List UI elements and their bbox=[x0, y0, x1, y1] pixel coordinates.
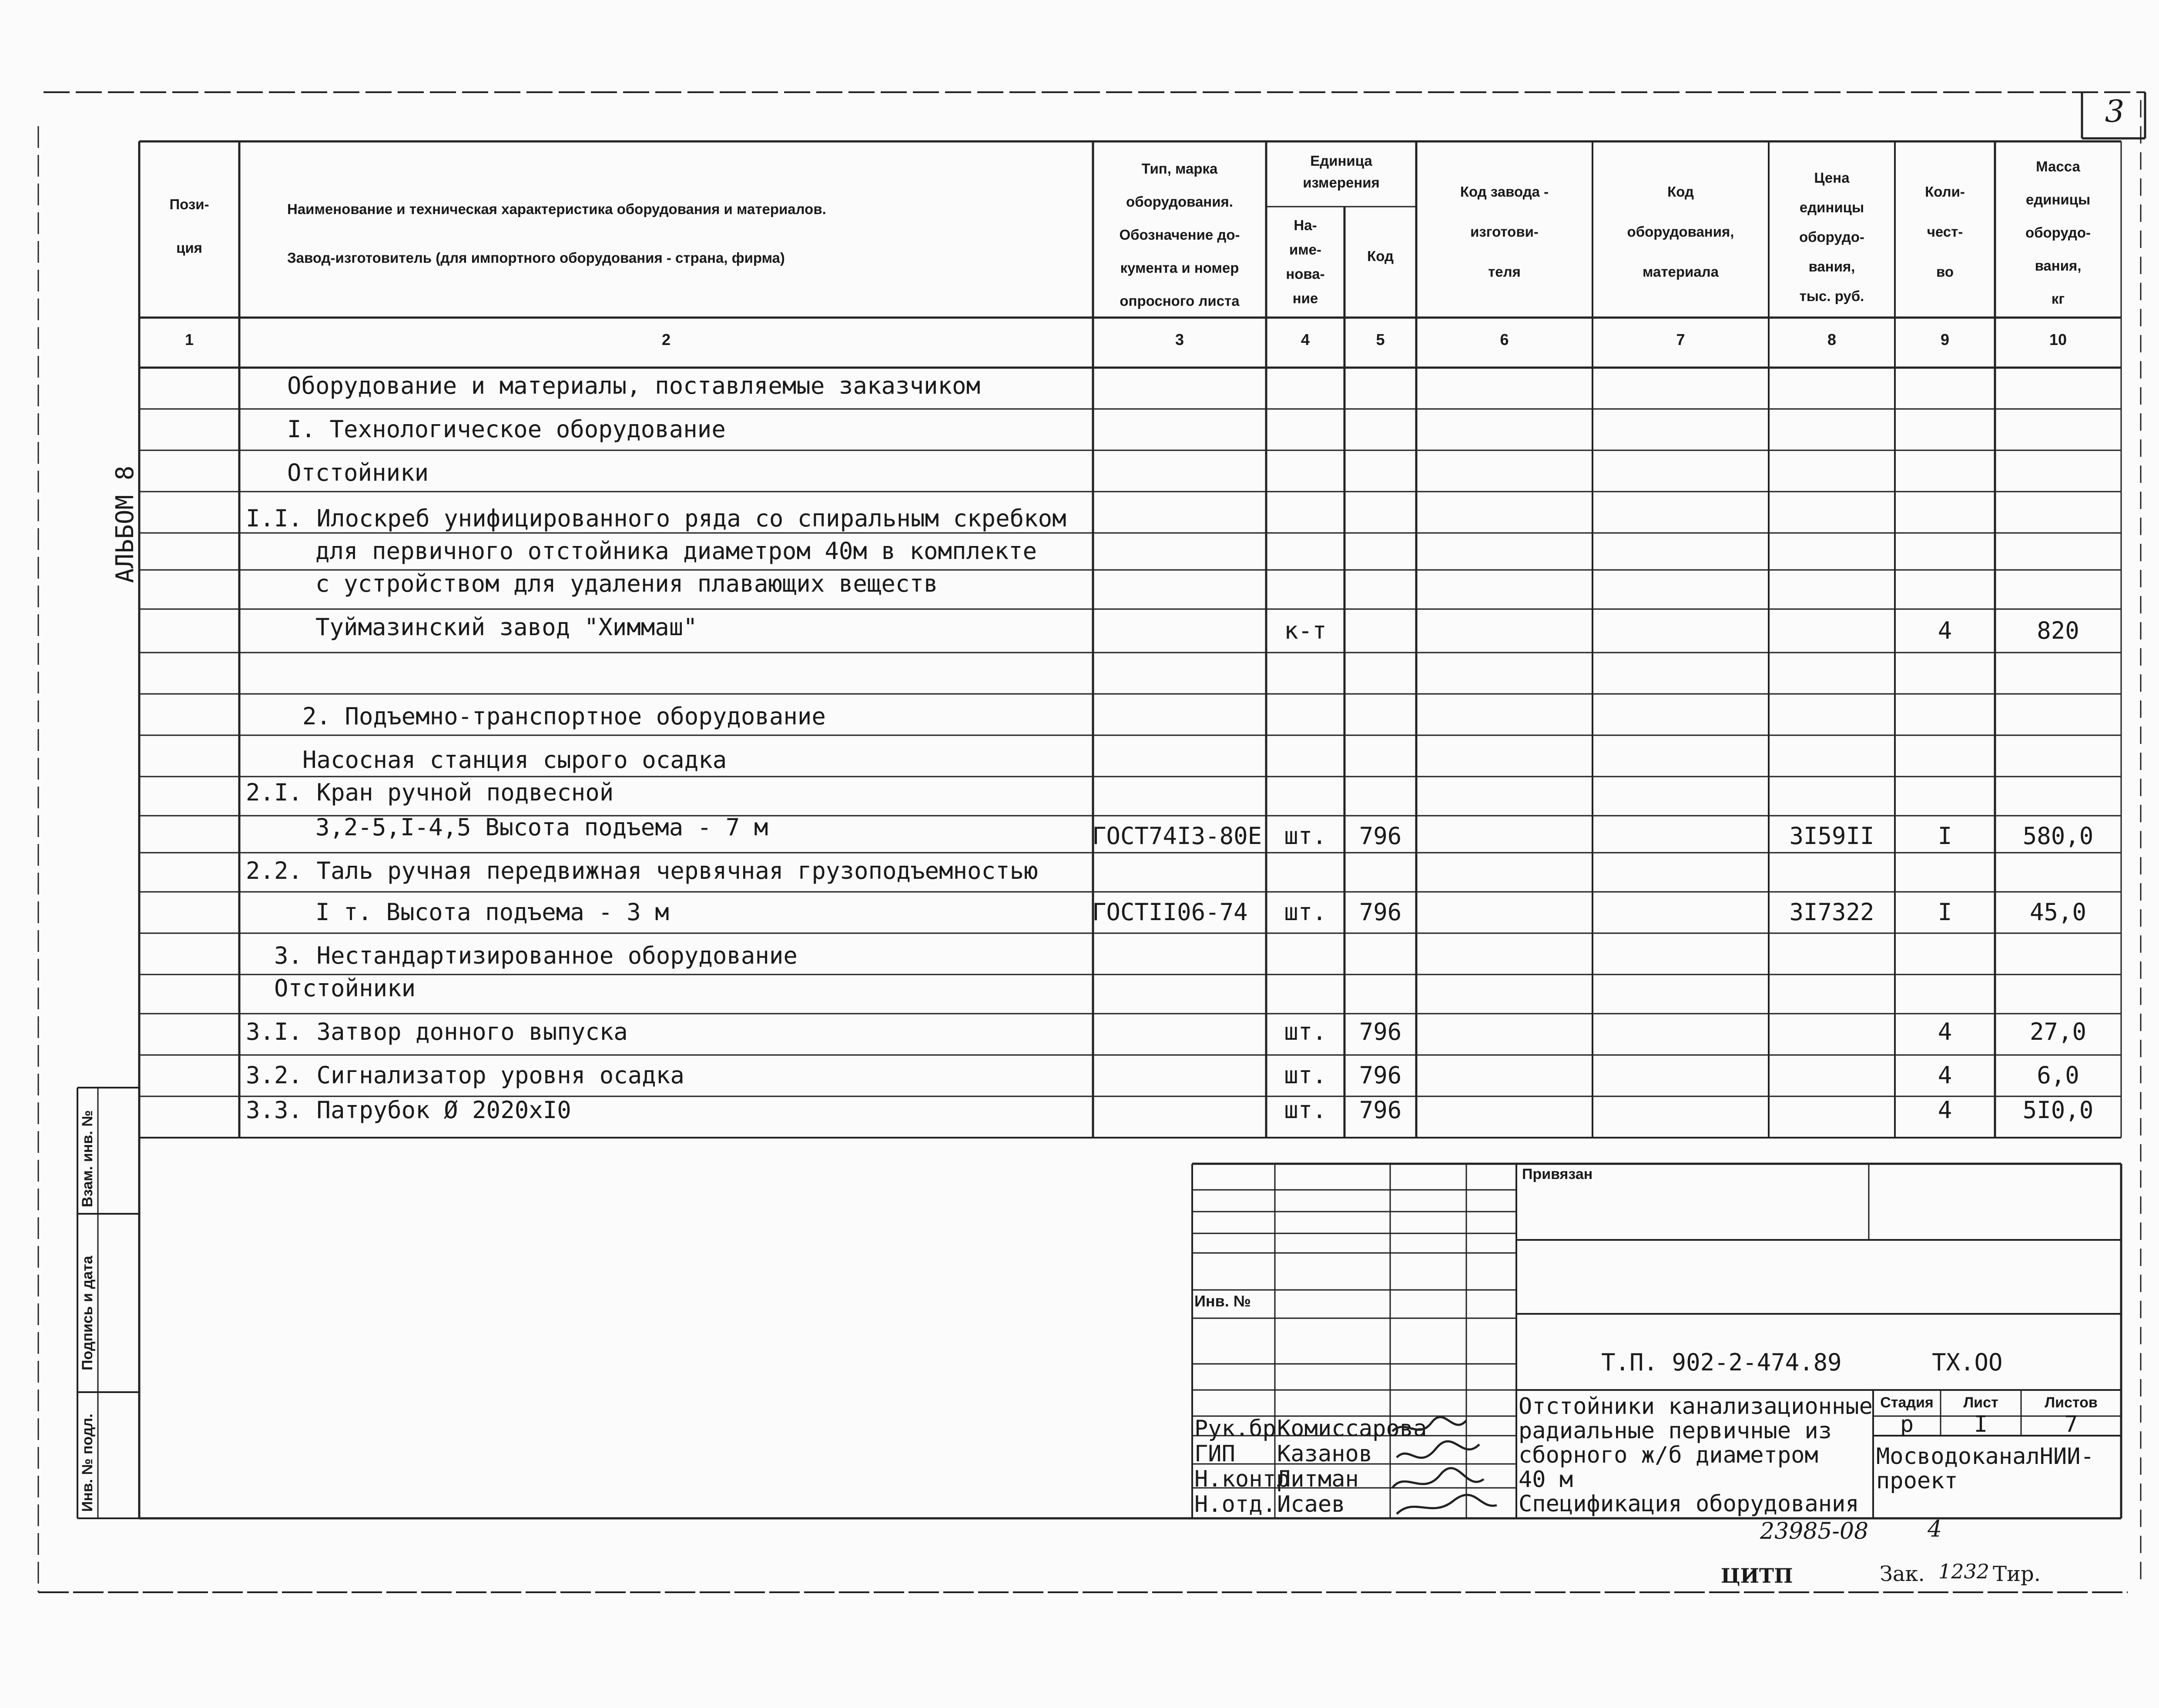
row-mass: 45,0 bbox=[2029, 898, 2087, 926]
row-unit: шт. bbox=[1284, 898, 1327, 926]
row-name: с устройством для удаления плавающих веществ bbox=[315, 570, 938, 597]
row-code: 796 bbox=[1359, 1096, 1402, 1124]
row-type: ГОСТII06-74 bbox=[1092, 898, 1248, 926]
column-number: 4 bbox=[1301, 331, 1310, 348]
signatures bbox=[1379, 1414, 1510, 1523]
row-code: 796 bbox=[1359, 1062, 1402, 1089]
signatory-names: Комиссарова Казанов Литман Исаев bbox=[1277, 1416, 1427, 1517]
row-name: Насосная станция сырого осадка bbox=[302, 746, 727, 774]
header-col2: Наименование и техническая характеристика оборудования и материалов. Завод-изготовитель (для импортного оборудования - страна, фирма) bbox=[287, 201, 826, 266]
privyazan-label: Привязан bbox=[1522, 1166, 1593, 1182]
page-number: 3 bbox=[2105, 94, 2125, 129]
side-label-podpis-data: Подпись и дата bbox=[79, 1256, 96, 1370]
column-number: 10 bbox=[2049, 331, 2067, 348]
stage-label: Стадия bbox=[1880, 1394, 1934, 1411]
row-name: Оборудование и материалы, поставляемые заказчиком bbox=[287, 372, 981, 399]
row-qty: I bbox=[1938, 898, 1952, 926]
row-unit: шт. bbox=[1284, 1062, 1327, 1089]
row-qty: 4 bbox=[1938, 1018, 1952, 1045]
header-col8: Цена единицы оборудо- вания, тыс. руб. bbox=[1799, 170, 1865, 304]
row-name: 3,2-5,I-4,5 Высота подъема - 7 м bbox=[315, 814, 768, 841]
side-label-inv-podl: Инв. № подл. bbox=[79, 1413, 96, 1512]
side-label-vzam-inv: Взам. инв. № bbox=[79, 1110, 96, 1207]
row-price: 3I59II bbox=[1789, 822, 1874, 850]
organization: МосводоканалНИИ- проект bbox=[1876, 1443, 2094, 1494]
row-mass: 6,0 bbox=[2037, 1062, 2079, 1089]
row-price: 3I7322 bbox=[1789, 898, 1874, 926]
tirazh-label: Тир. bbox=[1993, 1562, 2041, 1586]
sheet-value: I bbox=[1974, 1411, 1988, 1437]
row-name: 3.I. Затвор донного выпуска bbox=[246, 1018, 628, 1045]
row-type: ГОСТ74I3-80Е bbox=[1092, 822, 1262, 850]
order-label: Зак. bbox=[1880, 1562, 1925, 1586]
column-number: 9 bbox=[1940, 331, 1950, 348]
header-col4: На- име- нова- ние bbox=[1286, 217, 1325, 306]
row-mass: 580,0 bbox=[2022, 822, 2094, 850]
row-code: 796 bbox=[1359, 898, 1402, 926]
row-name: 2. Подъемно-транспортное оборудование bbox=[302, 703, 826, 730]
order-number: 1232 bbox=[1938, 1560, 1990, 1583]
column-number: 2 bbox=[661, 331, 671, 348]
row-name: 2.I. Кран ручной подвесной bbox=[246, 779, 614, 806]
archive-sheet: 4 bbox=[1928, 1516, 1942, 1542]
header-unit-group: Единица измерения bbox=[1303, 153, 1380, 191]
header-col9: Коли- чест- во bbox=[1925, 184, 1965, 280]
row-mass: 820 bbox=[2037, 617, 2079, 644]
header-col7: Код оборудования, материала bbox=[1627, 184, 1734, 280]
sheets-label: Листов bbox=[2045, 1394, 2098, 1411]
archive-number: 23985-08 bbox=[1760, 1518, 1869, 1544]
signatory-roles: Рук.бр ГИП Н.контр Н.отд. bbox=[1194, 1416, 1290, 1517]
sheet-label: Лист bbox=[1963, 1394, 1998, 1411]
album-label: АЛЬБОМ 8 bbox=[111, 466, 139, 583]
column-number: 3 bbox=[1175, 331, 1184, 348]
row-code: 796 bbox=[1359, 822, 1402, 850]
row-qty: 4 bbox=[1938, 617, 1952, 644]
column-number: 1 bbox=[184, 331, 194, 348]
row-name: I.I. Илоскреб унифицированного ряда со спиральным скребком bbox=[246, 505, 1066, 532]
row-mass: 5I0,0 bbox=[2022, 1096, 2094, 1124]
doc-title: Отстойники канализационные радиальные первичные из сборного ж/б диаметром 40 м Спецификация оборудования bbox=[1519, 1393, 1873, 1517]
row-unit: шт. bbox=[1284, 1018, 1327, 1045]
row-name: I т. Высота подъема - 3 м bbox=[315, 898, 669, 926]
doc-code: Т.П. 902-2-474.89 bbox=[1601, 1349, 1842, 1376]
row-code: 796 bbox=[1359, 1018, 1402, 1045]
header-col10: Масса единицы оборудо- вания, кг bbox=[2025, 158, 2091, 307]
row-name: для первичного отстойника диаметром 40м в комплекте bbox=[315, 537, 1037, 565]
row-name: 3.3. Патрубок Ø 2020xI0 bbox=[246, 1096, 571, 1124]
row-name: Отстойники bbox=[274, 975, 416, 1002]
header-col5: Код bbox=[1367, 248, 1394, 264]
column-number: 6 bbox=[1500, 331, 1509, 348]
column-number: 8 bbox=[1827, 331, 1837, 348]
doc-mark: ТХ.ОО bbox=[1932, 1349, 2003, 1376]
row-name: I. Технологическое оборудование bbox=[287, 415, 726, 443]
header-col6: Код завода - изготови- теля bbox=[1460, 184, 1549, 280]
row-name: Отстойники bbox=[287, 459, 429, 486]
row-name: 2.2. Таль ручная передвижная червячная грузоподъемностью bbox=[246, 857, 1038, 884]
row-name: 3.2. Сигнализатор уровня осадка bbox=[246, 1062, 684, 1089]
row-mass: 27,0 bbox=[2029, 1018, 2087, 1045]
row-qty: 4 bbox=[1938, 1096, 1952, 1124]
row-qty: I bbox=[1938, 822, 1952, 850]
header-col3: Тип, марка оборудования. Обозначение до- кумента и номер опросного листа bbox=[1119, 161, 1240, 309]
row-unit: к-т bbox=[1284, 617, 1327, 644]
row-name: Туймазинский завод "Химмаш" bbox=[315, 613, 697, 641]
row-unit: шт. bbox=[1284, 822, 1327, 850]
column-number: 5 bbox=[1376, 331, 1385, 348]
print-house: ЦИТП bbox=[1721, 1564, 1793, 1587]
sheets-value: 7 bbox=[2064, 1411, 2078, 1437]
column-number: 7 bbox=[1676, 331, 1685, 348]
row-name: 3. Нестандартизированное оборудование bbox=[274, 942, 798, 969]
header-col1: Пози- ция bbox=[169, 196, 209, 256]
row-qty: 4 bbox=[1938, 1062, 1952, 1089]
row-unit: шт. bbox=[1284, 1096, 1327, 1124]
inv-no-label: Инв. № bbox=[1194, 1292, 1251, 1310]
stage-value: р bbox=[1900, 1411, 1914, 1437]
